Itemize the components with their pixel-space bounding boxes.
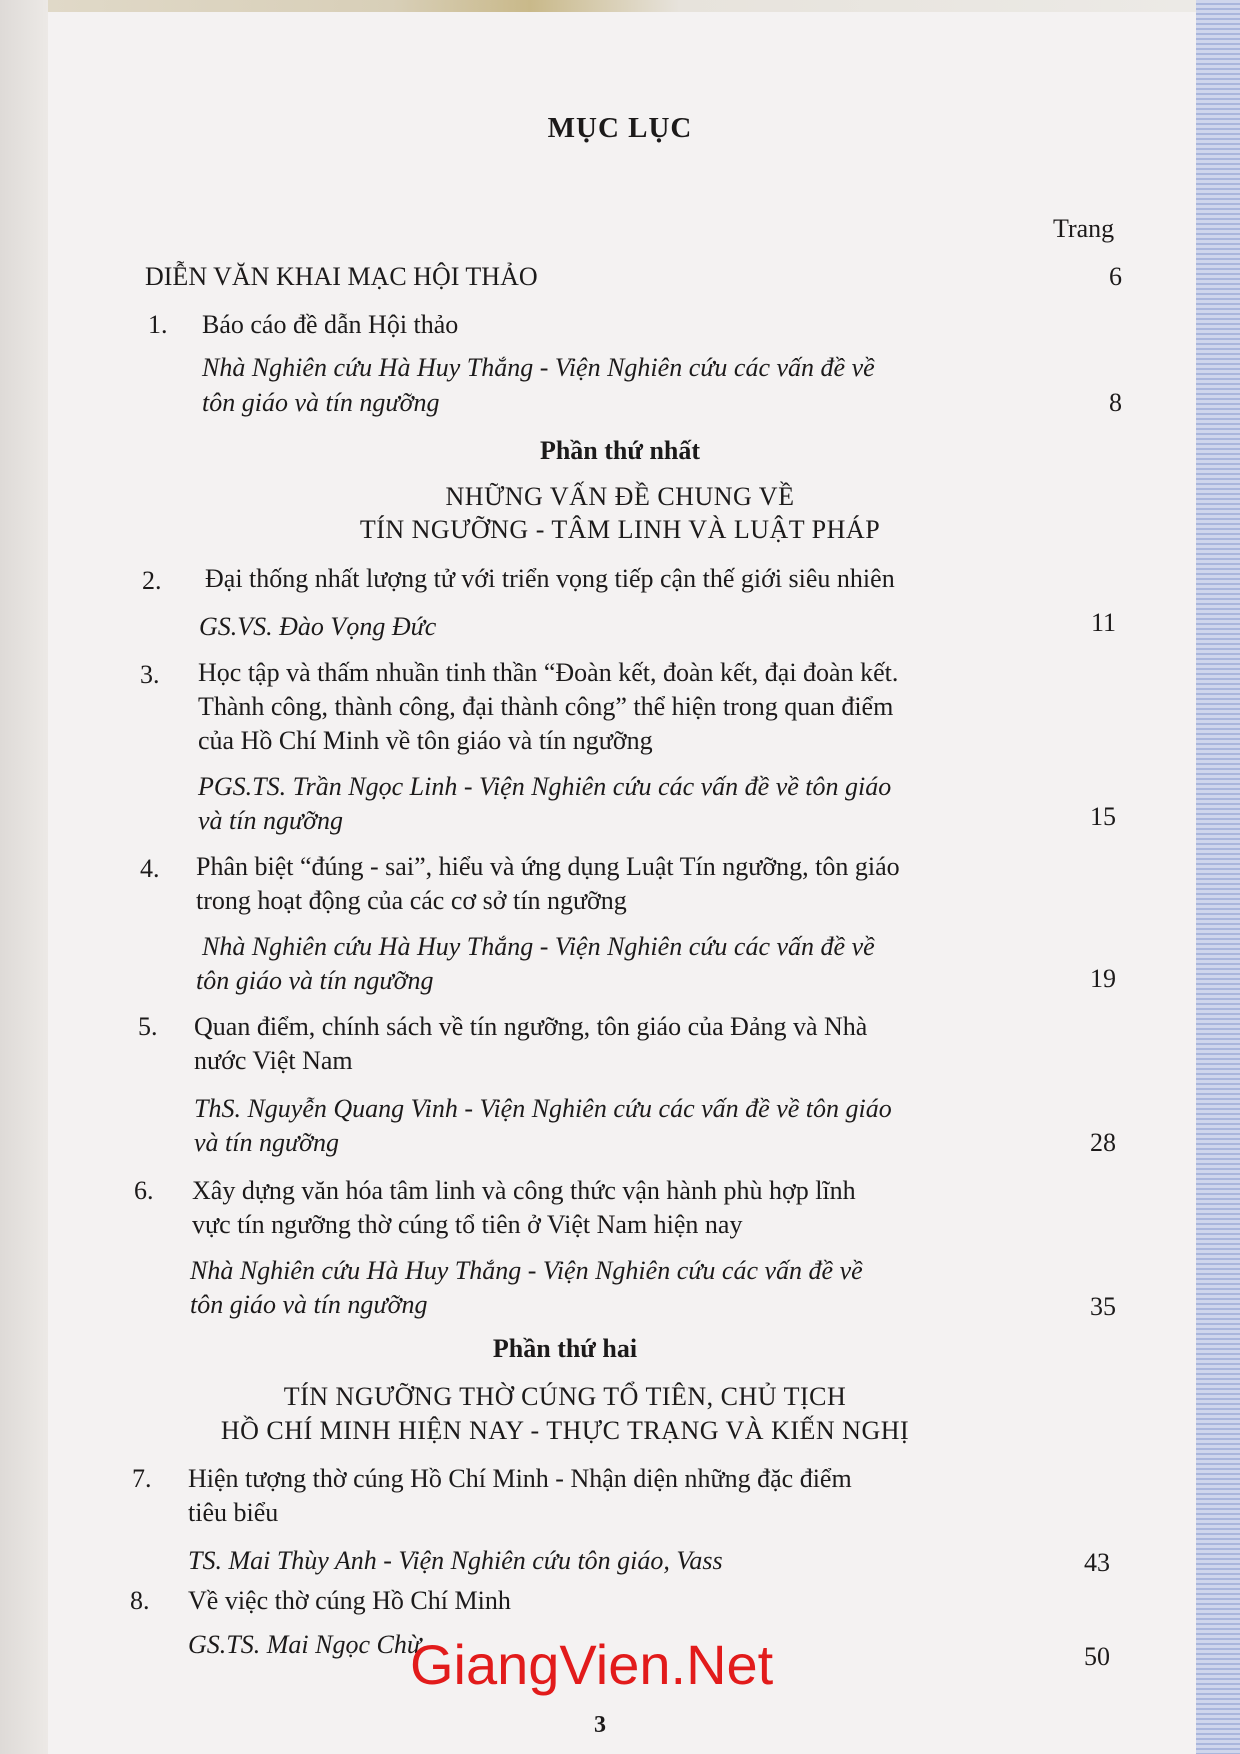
entry-page: 28 [1090, 1128, 1116, 1157]
entry-title: Phân biệt “đúng - sai”, hiểu và ứng dụng Luật Tín ngưỡng, tôn giáo [196, 852, 900, 881]
entry-number: 1. [148, 310, 168, 339]
entry-page: 43 [1084, 1548, 1110, 1577]
entry-page: 15 [1090, 802, 1116, 831]
entry-author: ThS. Nguyễn Quang Vinh - Viện Nghiên cứu các vấn đề về tôn giáo [194, 1094, 892, 1123]
part-label: Phần thứ nhất [539, 436, 701, 465]
page-title: MỤC LỤC [547, 112, 693, 144]
entry-number: 3. [140, 660, 160, 689]
entry-author: GS.VS. Đào Vọng Đức [199, 612, 437, 641]
scan-right-edge [1196, 0, 1240, 1754]
entry-number: 2. [142, 566, 162, 595]
entry-number: 8. [130, 1586, 150, 1615]
part-title: NHỮNG VẤN ĐỀ CHUNG VỀ [445, 482, 795, 511]
entry-author: và tín ngưỡng [198, 806, 344, 835]
entry-author: tôn giáo và tín ngưỡng [202, 388, 440, 417]
entry-page: 50 [1084, 1642, 1110, 1671]
entry-number: 4. [140, 854, 160, 883]
entry-title: Học tập và thấm nhuần tinh thần “Đoàn kết, đoàn kết, đại đoàn kết. [198, 658, 899, 687]
part-title: HỒ CHÍ MINH HIỆN NAY - THỰC TRẠNG VÀ KIẾN NGHỊ [220, 1416, 910, 1445]
entry-page: 8 [1109, 388, 1122, 417]
entry-title: Thành công, thành công, đại thành công” thể hiện trong quan điểm [198, 692, 894, 721]
entry-title: Báo cáo đề dẫn Hội thảo [202, 310, 459, 339]
entry-author: tôn giáo và tín ngưỡng [196, 966, 434, 995]
page-number: 3 [594, 1712, 606, 1738]
entry-title: Đại thống nhất lượng tử với triển vọng tiếp cận thế giới siêu nhiên [205, 564, 895, 593]
entry-page: 11 [1090, 608, 1116, 637]
opening-page: 6 [1109, 262, 1122, 291]
entry-author: Nhà Nghiên cứu Hà Huy Thắng - Viện Nghiên cứu các vấn đề về [202, 932, 875, 961]
entry-title: của Hồ Chí Minh về tôn giáo và tín ngưỡng [198, 726, 653, 755]
entry-author: Nhà Nghiên cứu Hà Huy Thắng - Viện Nghiên cứu các vấn đề về [202, 353, 875, 382]
entry-title: vực tín ngưỡng thờ cúng tổ tiên ở Việt Nam hiện nay [192, 1210, 743, 1239]
entry-number: 7. [132, 1464, 152, 1493]
watermark-text: GiangVien.Net [410, 1633, 774, 1696]
page-column-header: Trang [1053, 214, 1115, 243]
scan-top-edge [48, 0, 1196, 12]
part-label: Phần thứ hai [492, 1334, 638, 1363]
entry-number: 5. [138, 1012, 158, 1041]
entry-title: Về việc thờ cúng Hồ Chí Minh [188, 1586, 511, 1615]
entry-title: Xây dựng văn hóa tâm linh và công thức vận hành phù hợp lĩnh [192, 1176, 856, 1205]
entry-author: tôn giáo và tín ngưỡng [190, 1290, 428, 1319]
part-title: TÍN NGƯỠNG THỜ CÚNG TỔ TIÊN, CHỦ TỊCH [283, 1382, 847, 1411]
entry-title: trong hoạt động của các cơ sở tín ngưỡng [196, 886, 627, 915]
entry-number: 6. [134, 1176, 154, 1205]
entry-author: TS. Mai Thùy Anh - Viện Nghiên cứu tôn giáo, Vass [188, 1546, 723, 1575]
opening-title: DIỄN VĂN KHAI MẠC HỘI THẢO [145, 262, 538, 291]
entry-title: nước Việt Nam [194, 1046, 353, 1075]
entry-author: Nhà Nghiên cứu Hà Huy Thắng - Viện Nghiên cứu các vấn đề về [190, 1256, 863, 1285]
entry-title: Hiện tượng thờ cúng Hồ Chí Minh - Nhận diện những đặc điểm [188, 1464, 852, 1493]
entry-title: tiêu biểu [188, 1498, 279, 1527]
part-title: TÍN NGƯỠNG - TÂM LINH VÀ LUẬT PHÁP [359, 515, 881, 544]
entry-author: và tín ngưỡng [194, 1128, 340, 1157]
entry-page: 19 [1090, 964, 1116, 993]
entry-author: GS.TS. Mai Ngọc Chừ [188, 1630, 422, 1659]
entry-author: PGS.TS. Trần Ngọc Linh - Viện Nghiên cứu các vấn đề về tôn giáo [198, 772, 892, 801]
scan-left-margin [0, 0, 48, 1754]
entry-title: Quan điểm, chính sách về tín ngưỡng, tôn giáo của Đảng và Nhà [194, 1012, 868, 1041]
entry-page: 35 [1090, 1292, 1116, 1321]
